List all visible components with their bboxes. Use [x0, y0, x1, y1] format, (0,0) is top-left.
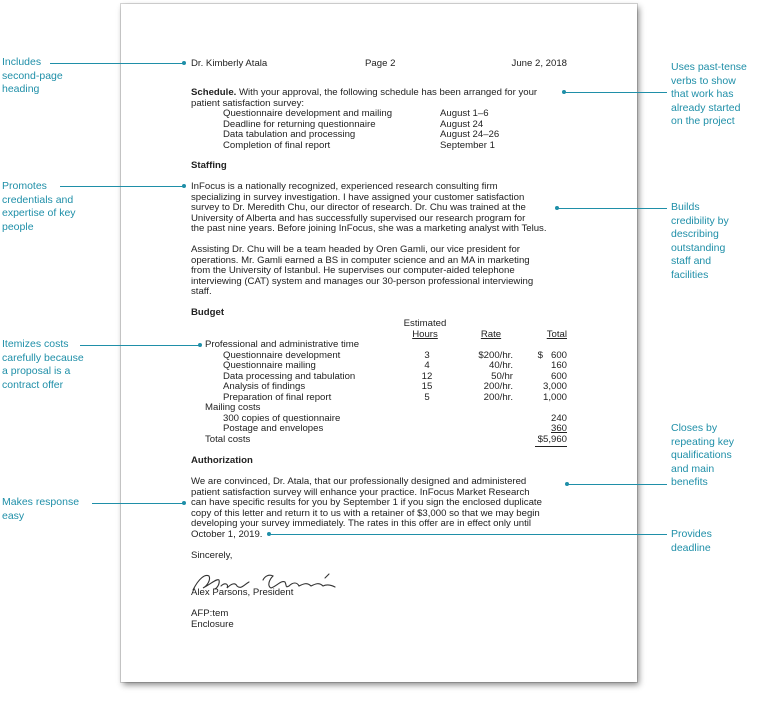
- closing: Sincerely,: [191, 550, 233, 561]
- schedule-intro-text: With your approval, the following schedule has been arranged for your: [236, 87, 538, 98]
- header-date: June 2, 2018: [511, 58, 567, 69]
- annotation-response-easy: [2, 496, 79, 523]
- annotation-builds-credibility: [671, 201, 729, 282]
- annotation-line: staff and: [671, 255, 712, 267]
- annotation-provides-deadline: [671, 528, 712, 555]
- staffing-p2-line: operations. Mr. Gamli earned a BS in computer science and an MA in marketing: [191, 254, 530, 266]
- annotation-line: second-page: [2, 69, 63, 82]
- annotation-line: credentials and: [2, 193, 74, 206]
- annotation-line: benefits: [671, 476, 708, 488]
- budget-col-rate: Rate: [480, 328, 502, 340]
- schedule-date: August 1–6: [440, 108, 489, 119]
- budget-row-hours: 3: [424, 349, 430, 361]
- annotation-line: Uses past-tense: [671, 61, 747, 73]
- budget-total-label: Total costs: [205, 433, 251, 445]
- annotation-line: credibility by: [671, 214, 729, 227]
- budget-row-item: Preparation of final report: [223, 391, 332, 403]
- budget-row-rate: 40/hr.: [488, 360, 513, 371]
- staffing-p2-line: staff.: [191, 286, 212, 297]
- annotation-line: carefully because: [2, 351, 84, 364]
- budget-row-rate: 200/hr.: [483, 391, 513, 403]
- initials: AFP:tem: [191, 608, 229, 619]
- annotation-line: facilities: [671, 268, 709, 281]
- authorization-heading: Authorization: [191, 455, 253, 466]
- budget-mail-total: 240: [550, 412, 567, 424]
- annotation-line: heading: [2, 83, 40, 95]
- annotation-line: deadline: [671, 541, 711, 554]
- annotation-line: on the project: [671, 115, 735, 127]
- authorization-line: patient satisfaction survey will enhance your practice. InFocus Market Research: [191, 486, 530, 498]
- budget-row-total: 1,000: [542, 391, 567, 403]
- total-double-underline: [535, 446, 567, 447]
- budget-row-item: Questionnaire mailing: [223, 360, 316, 371]
- annotation-line: describing: [671, 228, 719, 240]
- staffing-heading: Staffing: [191, 160, 227, 171]
- staffing-p1-line: survey to Dr. Meredith Chu, our director of research. Dr. Chu was trained at the: [191, 202, 526, 213]
- callout-line: [80, 345, 200, 346]
- callout-dot: [182, 501, 186, 505]
- budget-row-hours: 5: [424, 391, 430, 403]
- staffing-p1-line: specializing in survey investigation. I have assigned your customer satisfaction: [191, 191, 525, 203]
- schedule-date: August 24: [440, 118, 484, 130]
- callout-line: [557, 208, 667, 209]
- callout-line: [60, 186, 184, 187]
- budget-row-hours: 12: [421, 370, 433, 382]
- staffing-p2-line: from the University of Istanbul. He supervises our computer-aided telephone: [191, 265, 515, 276]
- budget-group-mailing: Mailing costs: [205, 402, 261, 413]
- budget-row-item: Analysis of findings: [223, 381, 306, 392]
- annotation-line: Promotes: [2, 180, 47, 192]
- callout-line: [567, 484, 667, 485]
- annotation-line: a proposal is a: [2, 365, 71, 377]
- annotation-line: Includes: [2, 56, 42, 68]
- budget-row-total: 600: [550, 370, 567, 382]
- staffing-p2-line: Assisting Dr. Chu will be a team headed by Oren Gamli, our vice president for: [191, 244, 521, 255]
- schedule-date: August 24–26: [440, 129, 500, 140]
- annotation-line: and main: [671, 462, 715, 475]
- budget-row-rate: 200/hr.: [483, 381, 513, 392]
- annotation-line: outstanding: [671, 241, 726, 254]
- schedule-date: September 1: [440, 139, 495, 151]
- header-page: Page 2: [365, 58, 396, 69]
- annotation-promotes-credentials: [2, 180, 76, 234]
- enclosure: Enclosure: [191, 618, 234, 630]
- annotation-line: repeating key: [671, 435, 735, 448]
- schedule-task: Deadline for returning questionnaire: [223, 118, 376, 130]
- budget-heading: Budget: [191, 307, 225, 318]
- annotation-line: Builds: [671, 201, 700, 213]
- budget-row-rate: 50/hr: [491, 370, 513, 382]
- budget-col-hours: Hours: [412, 328, 438, 340]
- callout-dot: [182, 184, 186, 188]
- callout-dot: [198, 343, 202, 347]
- header-recipient: Dr. Kimberly Atala: [191, 58, 268, 69]
- annotation-line: Itemizes costs: [2, 338, 69, 350]
- annotation-closes-by-repeating: [671, 422, 734, 490]
- authorization-line: can have specific results for you by September 1 if you sign the enclosed duplicate: [191, 497, 542, 508]
- budget-row-rate: $200/hr.: [478, 349, 513, 361]
- annotation-line: already started: [671, 101, 741, 114]
- callout-line: [269, 534, 667, 535]
- annotation-line: Closes by: [671, 422, 718, 434]
- annotation-line: people: [2, 220, 34, 233]
- schedule-task: Data tabulation and processing: [223, 129, 356, 140]
- schedule-task: Questionnaire development and mailing: [223, 108, 393, 119]
- budget-row-total: 160: [550, 360, 567, 371]
- annotation-line: Makes response: [2, 496, 80, 508]
- signer: Alex Parsons, President: [191, 587, 294, 598]
- budget-mail-total: 360: [550, 423, 567, 434]
- annotation-itemizes-costs: [2, 338, 84, 392]
- annotation-line: contract offer: [2, 378, 64, 391]
- budget-row-total: $ 600: [537, 349, 567, 361]
- callout-dot: [182, 61, 186, 65]
- callout-line: [50, 63, 184, 64]
- staffing-p1-line: InFocus is a nationally recognized, experienced research consulting firm: [191, 181, 498, 192]
- budget-col-total: Total: [546, 328, 567, 340]
- callout-line: [92, 503, 184, 504]
- budget-row-item: Data processing and tabulation: [223, 370, 356, 382]
- annotation-line: qualifications: [671, 449, 732, 461]
- budget-row-total: 3,000: [542, 381, 567, 392]
- authorization-line: October 1, 2019.: [191, 528, 263, 540]
- schedule-intro-line-1: [191, 88, 537, 98]
- authorization-line: developing your survey immediately. The rates in this offer are in effect only until: [191, 518, 532, 529]
- annotation-line: expertise of key: [2, 207, 76, 219]
- budget-row-hours: 4: [424, 360, 430, 371]
- budget-group-professional: Professional and administrative time: [205, 339, 360, 350]
- budget-row-hours: 15: [421, 381, 433, 392]
- staffing-p1-line: the past nine years. Before joining InFocus, she was a marketing analyst with Telus.: [191, 223, 547, 234]
- annotation-line: that work has: [671, 88, 734, 100]
- staffing-p1-line: University of Alberta and has successfully supervised our research program for: [191, 212, 526, 224]
- callout-line: [564, 92, 667, 93]
- budget-col-estimated: Estimated: [403, 318, 447, 329]
- annotation-line: Provides: [671, 528, 712, 540]
- annotation-line: verbs to show: [671, 74, 736, 87]
- staffing-p2-line: interviewing (CAT) system and manages our 30-person professional interviewing: [191, 275, 534, 287]
- budget-row-item: Questionnaire development: [223, 349, 341, 361]
- authorization-line: We are convinced, Dr. Atala, that our professionally designed and administered: [191, 476, 527, 487]
- annotation-line: easy: [2, 509, 25, 522]
- budget-total-value: $5,960: [537, 433, 567, 445]
- schedule-heading: Schedule.: [191, 87, 237, 98]
- budget-mail-item: 300 copies of questionnaire: [223, 412, 341, 424]
- annotation-past-tense: [671, 61, 747, 129]
- schedule-intro-line-2: patient satisfaction survey:: [191, 97, 305, 109]
- budget-mail-item: Postage and envelopes: [223, 423, 324, 434]
- schedule-task: Completion of final report: [223, 139, 331, 151]
- authorization-line: copy of this letter and return it to us with a retainer of $3,000 so that we may begin: [191, 507, 540, 519]
